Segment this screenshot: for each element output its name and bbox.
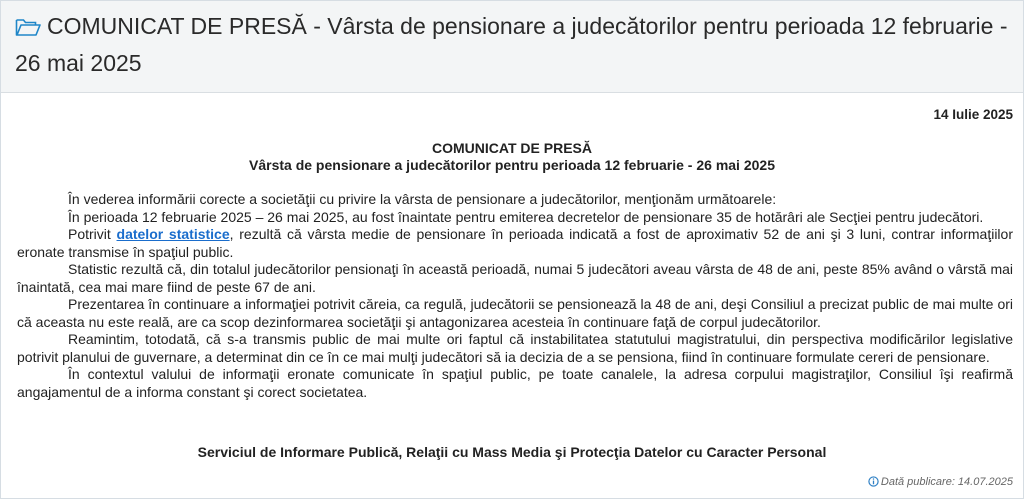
paragraph-2: În perioada 12 februarie 2025 – 26 mai 2025, au fost înaintate pentru emiterea decretelor de pensionare 35 de hotărâri ale Secţiei pentru judecători. — [68, 208, 984, 225]
paragraph-5: Prezentarea în continuare a informaţiei potrivit căreia, ca regulă, judecătorii se pensionează la 48 de ani, deşi Consiliul a precizat public de mai multe ori că aceasta nu este reală, are ca scop dezinformarea societăţii şi antagonizarea acesteia în continuare faţă de corpul judecătorilor. — [17, 296, 1013, 330]
publication-date-text: Dată publicare: 14.07.2025 — [880, 476, 1013, 488]
article-text — [17, 191, 1013, 401]
paragraph-3-start: Potrivit — [68, 226, 117, 242]
statistics-link[interactable]: datelor statistice — [116, 226, 230, 242]
paragraph-1: În vederea informării corecte a societăţii cu privire la vârsta de pensionare a judecătorilor, menţionăm următoarele: — [68, 191, 777, 207]
info-circle-icon — [868, 476, 879, 490]
article-heading-block — [1, 140, 1023, 174]
paragraph-4: Statistic rezultă că, din totalul judecătorilor pensionaţi în această perioadă, numai 5 judecători aveau vârsta de 48 de ani, peste 85% având o vârstă mai înaintată, cea mai mare fiind de peste 67 de ani. — [17, 261, 1013, 295]
paragraph-3 — [17, 226, 1013, 261]
article-date: 14 Iulie 2025 — [933, 107, 1013, 122]
article-subheading: Vârsta de pensionare a judecătorilor pentru perioada 12 februarie - 26 mai 2025 — [249, 157, 775, 173]
signature: Serviciul de Informare Publică, Relaţii cu Mass Media şi Protecţia Datelor cu Caracter Personal — [197, 444, 827, 460]
page-title: COMUNICAT DE PRESĂ - Vârsta de pensionare a judecătorilor pentru perioada 12 februarie - 26 mai 2025 — [15, 13, 1008, 76]
folder-open-icon — [15, 12, 41, 46]
paragraph-3-end: , rezultă că vârsta medie de pensionare în perioada indicată a fost de aproximativ 52 de ani şi 3 luni, contrar informaţiilor eronate transmise în spaţiul public. — [17, 226, 1013, 260]
panel-header — [1, 1, 1023, 93]
paragraph-7: În contextul valului de informaţii eronate comunicate în spaţiul public, pe toate canalele, la adresa corpului magistraţilor, Consiliul îşi reafirmă angajamentul de a informa constant şi corect societatea. — [17, 366, 1013, 400]
article-heading: COMUNICAT DE PRESĂ — [432, 140, 592, 156]
paragraph-6: Reamintim, totodată, că s-a transmis public de mai multe ori faptul că instabilitatea statutului magistratului, din perspectiva modificărilor legislative potrivit planului de guvernare, a determinat din ce în ce mai mulţi judecători să ia decizia de a se pensiona, fiind în continuare formulate cereri de pensionare. — [17, 331, 1013, 365]
publication-date — [868, 476, 1013, 490]
